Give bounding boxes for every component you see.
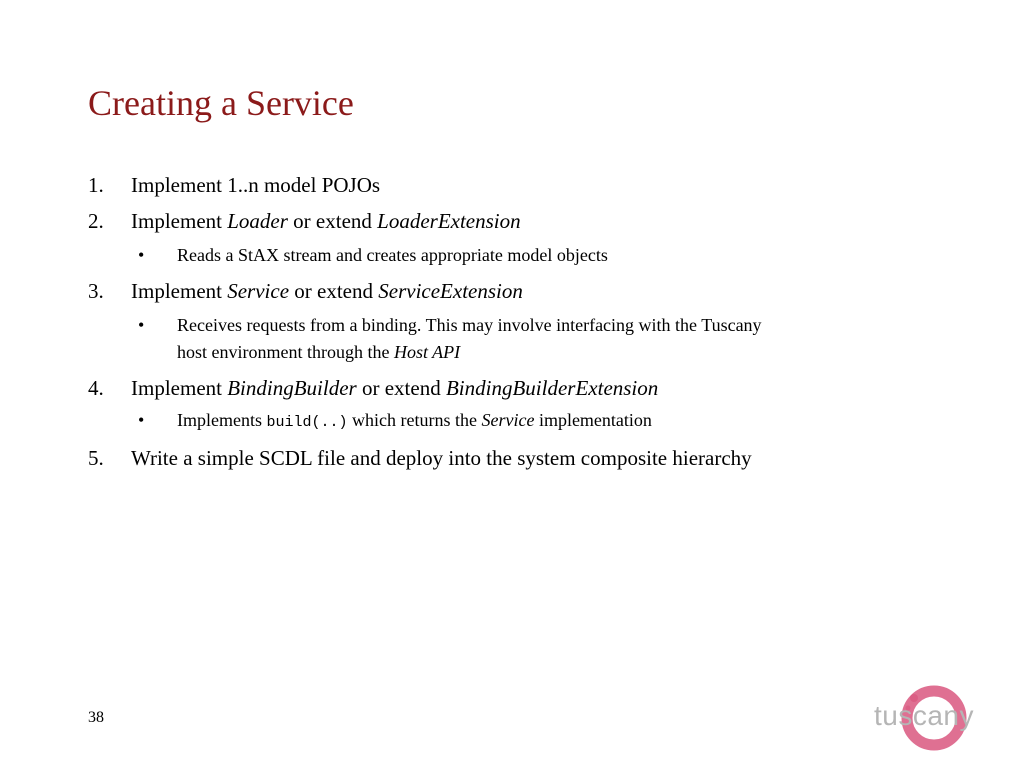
text-span: or extend [289,279,379,303]
page-number: 38 [88,709,104,726]
list-number: 1. [88,173,104,197]
sub-item-text [177,243,608,267]
sub-item-text-line-2 [177,340,460,364]
text-span: Implement [131,376,228,400]
text-span: Write a simple SCDL file and deploy into the system composite hierarchy [131,446,752,470]
text-span: Implements [177,410,267,430]
text-span: or extend [287,209,378,233]
italic-span: Service [481,410,535,430]
italic-span: Host API [393,342,461,362]
sub-item-text-line-1 [177,313,762,337]
list-text [131,278,523,304]
list-number: 3. [88,279,104,303]
list-text [131,445,752,471]
sub-item-text [177,408,652,435]
italic-span: Loader [227,209,288,233]
list-text [131,208,521,234]
text-span: Implement 1..n model POJOs [131,173,381,197]
list-text [131,172,380,198]
italic-span: Service [227,279,290,303]
text-span: Reads a StAX stream and creates appropriate model objects [177,245,608,265]
italic-span: ServiceExtension [378,279,523,303]
logo-text: tuscany [874,700,974,731]
italic-span: LoaderExtension [377,209,521,233]
text-span: Implement [131,279,228,303]
bullet: • [138,315,145,335]
italic-span: BindingBuilderExtension [445,376,659,400]
text-span: Implement [131,209,228,233]
text-span: Receives requests from a binding. This may involve interfacing with the Tuscany [177,315,762,335]
list-number: 2. [88,209,104,233]
bullet: • [138,410,145,430]
list-text [131,375,658,401]
slide-title: Creating a Service [88,83,354,123]
list-number: 5. [88,446,104,470]
text-span: which returns the [347,410,482,430]
text-span: implementation [534,410,652,430]
bullet: • [138,245,145,265]
text-span: host environment through the [177,342,394,362]
list-number: 4. [88,376,104,400]
italic-span: BindingBuilder [227,376,357,400]
text-span: or extend [356,376,446,400]
code-span: build(..) [266,414,348,431]
